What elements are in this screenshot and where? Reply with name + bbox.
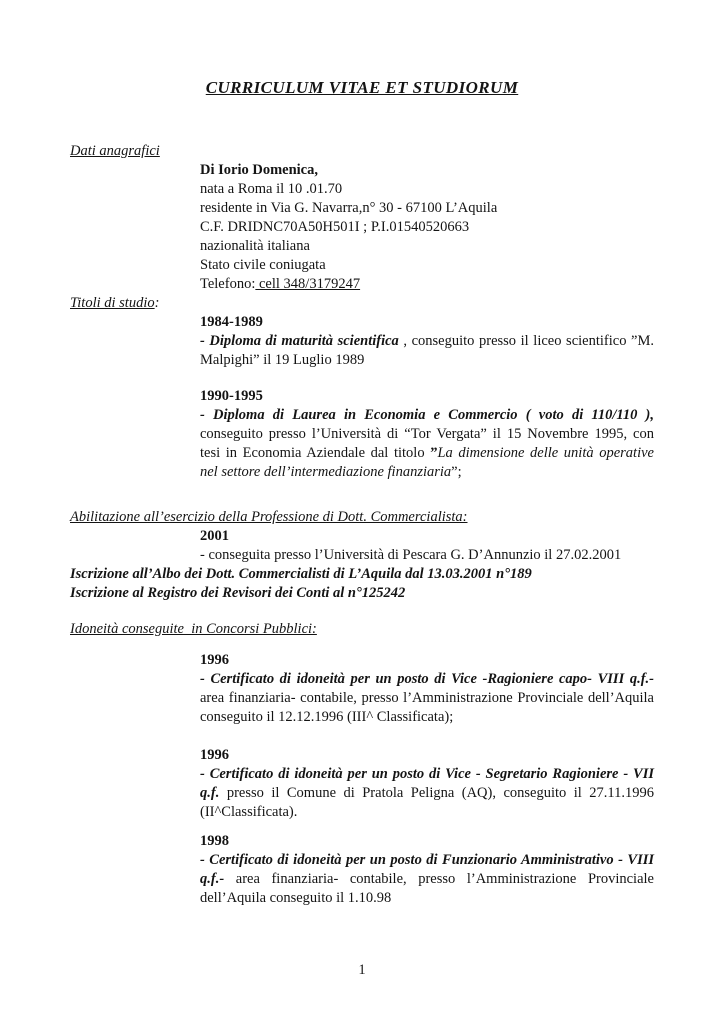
text-segment: ”;	[451, 464, 462, 480]
text-segment: , conseguito presso il liceo scientifico ”M. Malpighi” il 19 Luglio 1989	[200, 333, 654, 368]
text-segment: area finanziaria- contabile, presso l’Amministrazione Provinciale dell’Aquila conseguito il 12.12.1996 (III^ Classificata);	[200, 690, 654, 725]
text-segment: - Certificato di idoneità per un posto di Funzionario Amministrativo - VIII q.f.-	[200, 852, 654, 887]
text-segment: Iscrizione al Registro dei Revisori dei Conti al n°125242	[70, 585, 406, 601]
line-fiscal-code	[200, 218, 654, 237]
idoneita-content	[200, 651, 654, 908]
text-segment: 1984-1989	[200, 314, 263, 330]
year-1998	[200, 832, 654, 851]
text-segment: nata a Roma il 10 .01.70	[200, 181, 343, 197]
line-nationality	[200, 237, 654, 256]
text-segment: 1996	[200, 652, 229, 668]
concorso-item-1996-provinciale	[200, 651, 654, 727]
page-number: 1	[358, 962, 366, 978]
year-1990-1995	[200, 387, 654, 406]
line-iscrizione-albo	[70, 565, 654, 584]
text-segment: Dati anagrafici	[70, 143, 160, 159]
abilitazione-content	[200, 527, 654, 565]
text-segment: Abilitazione all’esercizio della Professione di Dott. Commercialista:	[70, 509, 468, 525]
text-segment: - Certificato di idoneità per un posto di Vice -Ragioniere capo- VIII q.f.-	[200, 671, 654, 687]
titoli-content	[200, 313, 654, 482]
text-segment: Di Iorio Domenica,	[200, 162, 318, 178]
year-1996-first	[200, 651, 654, 670]
text-segment: ”	[430, 445, 438, 461]
text-segment: Iscrizione all’Albo dei Dott. Commercialisti di L’Aquila dal 13.03.2001 n°189	[70, 566, 532, 582]
paragraph-certificato-1998	[200, 851, 654, 908]
text-segment: - Certificato di idoneità per un posto di Vice - Segretario Ragioniere - VII q.f.	[200, 766, 654, 801]
heading-idoneita	[70, 620, 654, 639]
text-segment: 1996	[200, 747, 229, 763]
paragraph-laurea	[200, 406, 654, 482]
section-titoli-di-studio	[70, 294, 654, 482]
line-full-name	[200, 161, 654, 180]
text-segment: area finanziaria- contabile, presso l’Amministrazione Provinciale dell’Aquila conseguito il 1.10.98	[200, 871, 654, 906]
document-title: CURRICULUM VITAE ET STUDIORUM	[205, 78, 519, 97]
diploma-block-maturita	[200, 313, 654, 370]
diploma-block-laurea	[200, 387, 654, 482]
paragraph-maturita	[200, 332, 654, 370]
line-iscrizione-registro	[70, 584, 654, 603]
text-segment: presso il Comune di Pratola Peligna (AQ), conseguito il 27.11.1996 (II^Classificata).	[200, 785, 654, 820]
line-marital-status	[200, 256, 654, 275]
line-phone	[200, 275, 654, 294]
section-abilitazione	[70, 508, 654, 603]
heading-dati-anagrafici	[70, 142, 654, 161]
text-segment: Titoli di studio	[70, 295, 155, 311]
concorso-item-1998	[200, 832, 654, 908]
text-segment: La dimensione delle unità operative nel settore dell’intermediazione finanziaria	[200, 445, 654, 480]
text-segment: 2001	[200, 528, 229, 544]
line-conseguita	[200, 546, 654, 565]
text-segment: nazionalità italiana	[200, 238, 310, 254]
text-segment: - Diploma di maturità scientifica	[200, 333, 404, 349]
heading-titoli-di-studio	[70, 294, 654, 313]
paragraph-certificato-1996-pratola	[200, 765, 654, 822]
year-2001	[200, 527, 654, 546]
text-segment: C.F. DRIDNC70A50H501I ; P.I.01540520663	[200, 219, 470, 235]
text-segment: Telefono:	[200, 276, 256, 292]
text-segment: :	[154, 295, 160, 311]
text-segment: conseguito presso l’Università di “Tor Vergata” il 15 Novembre 1995, con tesi in Economia Aziendale dal titolo	[200, 426, 654, 461]
text-segment: - conseguita presso l’Università di Pescara G. D’Annunzio il 27.02.2001	[200, 547, 622, 563]
text-segment: Idoneità conseguite in Concorsi Pubblici:	[70, 621, 317, 637]
text-segment: 1990-1995	[200, 388, 263, 404]
heading-abilitazione	[70, 508, 654, 527]
year-1984-1989	[200, 313, 654, 332]
section-dati-anagrafici	[70, 142, 654, 294]
text-segment: Stato civile coniugata	[200, 257, 326, 273]
text-segment: residente in Via G. Navarra,n° 30 - 67100 L’Aquila	[200, 200, 498, 216]
paragraph-certificato-1996-provinciale	[200, 670, 654, 727]
line-birth	[200, 180, 654, 199]
line-residence	[200, 199, 654, 218]
concorso-item-1996-pratola	[200, 746, 654, 822]
text-segment: cell 348/3179247	[255, 276, 361, 292]
year-1996-second	[200, 746, 654, 765]
text-segment: - Diploma di Laurea in Economia e Commercio ( voto di 110/110 ),	[200, 407, 654, 423]
section-idoneita	[70, 620, 654, 908]
dati-anagrafici-content	[200, 161, 654, 294]
text-segment: 1998	[200, 833, 229, 849]
